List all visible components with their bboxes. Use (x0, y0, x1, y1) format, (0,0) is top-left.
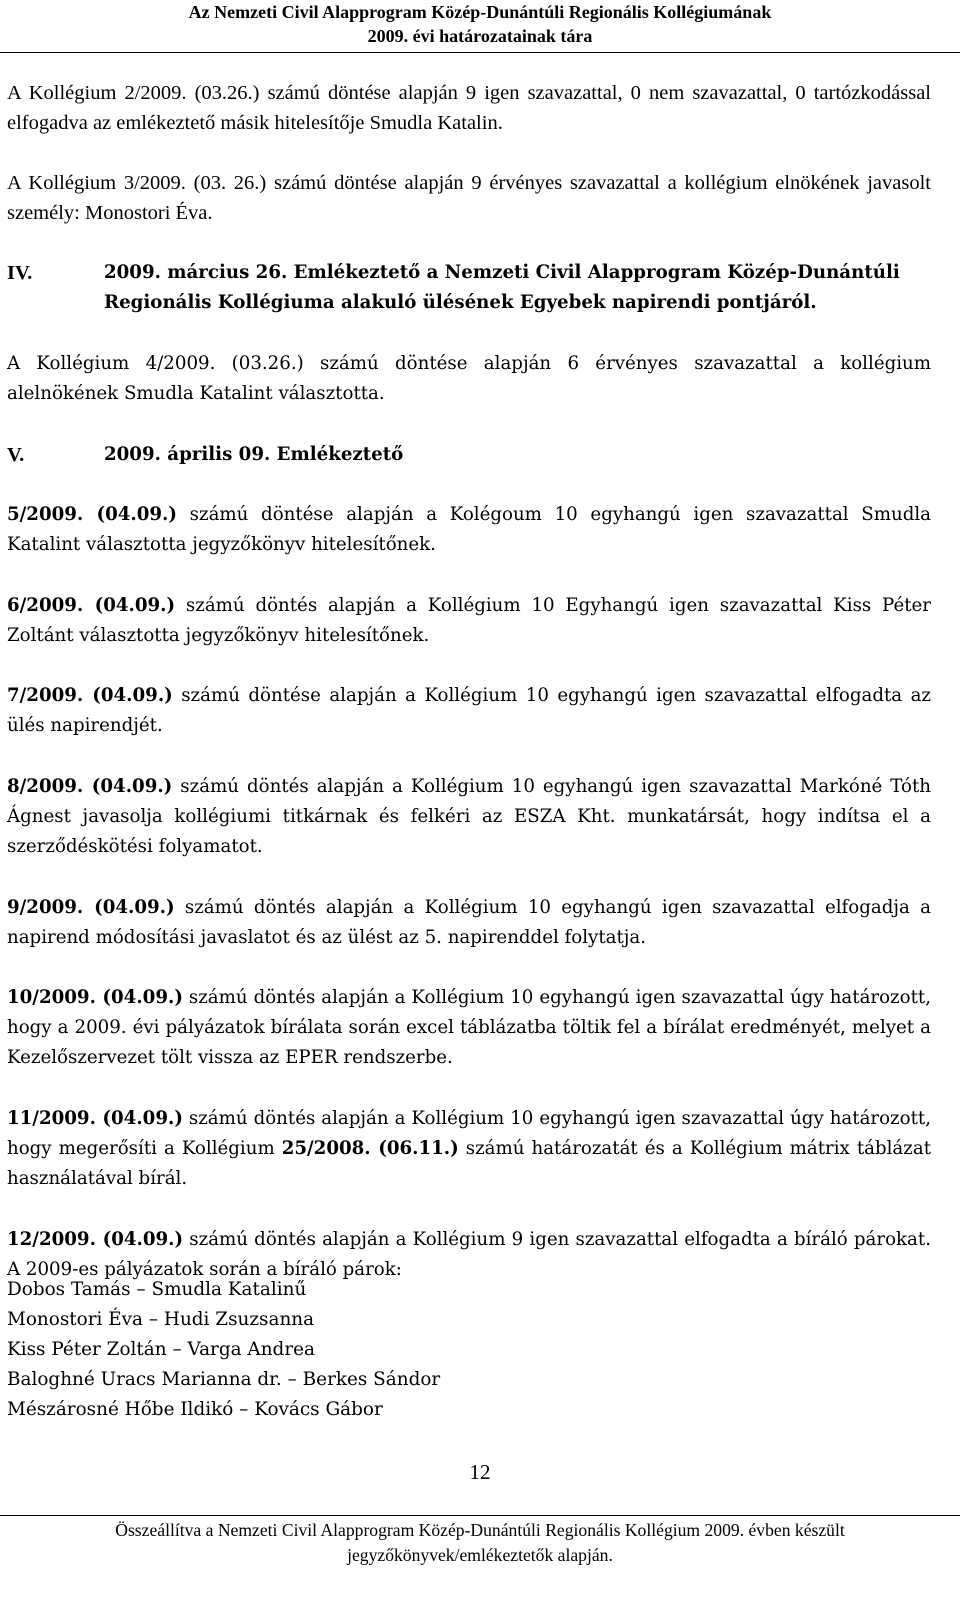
decision-2-paragraph: A Kollégium 2/2009. (03.26.) számú döntése alapján 9 igen szavazattal, 0 nem szavazattal, 0 tartózkodással elfogadva az emlékeztető másik hitelesítője Smudla Katalin. (7, 82, 931, 134)
decision-8-text: számú döntés alapján a Kollégium 10 egyhangú igen szavazattal Markóné Tóth Ágnest javasolja kollégiumi titkárnak és felkéri az ESZA Kht. munkatársát, hogy indítsa el a szerződéskötési folyamatot. (7, 776, 931, 857)
decision-11-text-b: számú határozatát és a Kollégium mátrix táblázat használatával bírál. (7, 1138, 932, 1189)
reviewer-pairs-list (7, 1275, 440, 1425)
page-footer (0, 1518, 960, 1568)
reviewer-pair: Mészárosné Hőbe Ildikó – Kovács Gábor (7, 1399, 383, 1420)
section-iv-title-line-1: 2009. március 26. Emlékeztető a Nemzeti Civil Alapprogram Közép-Dunántúli (104, 262, 900, 283)
decision-12-ref: 12/2009. (04.09.) (7, 1229, 184, 1250)
footer-line-2: jegyzőkönyvek/emlékeztetők alapján. (347, 1545, 613, 1565)
section-v-number: V. (7, 444, 25, 466)
header-divider (0, 52, 960, 53)
reviewer-pair: Dobos Tamás – Smudla Katalinű (7, 1279, 307, 1300)
decision-6-text: számú döntés alapján a Kollégium 10 Egyhangú igen szavazattal Kiss Péter Zoltánt választotta jegyzőkönyv hitelesítőnek. (7, 595, 931, 646)
section-iv-title (104, 258, 934, 318)
decision-10-text: számú döntés alapján a Kollégium 10 egyhangú igen szavazattal úgy határozott, hogy a 2009. évi pályázatok bírálata során excel táblázatba töltik fel a bírálat eredményét, melyet a Kezelőszervezet tölt vissza az EPER rendszerbe. (7, 987, 931, 1068)
decision-3-paragraph: A Kollégium 3/2009. (03. 26.) számú döntése alapján 9 érvényes szavazattal a kollégium elnökének javasolt személy: Monostori Éva. (7, 172, 931, 224)
decision-8-paragraph (7, 772, 931, 862)
decision-9-text: számú döntés alapján a Kollégium 10 egyhangú igen szavazattal elfogadja a napirend módosítási javaslatot és az ülést az 5. napirenddel folytatja. (7, 897, 931, 948)
section-iv-number: IV. (7, 262, 33, 284)
footer-line-1: Összeállítva a Nemzeti Civil Alapprogram Közép-Dunántúli Regionális Kollégium 2009. évben készült (115, 1520, 845, 1540)
decision-10-ref: 10/2009. (04.09.) (7, 987, 183, 1008)
decision-6-ref: 6/2009. (04.09.) (7, 595, 176, 616)
decision-6-paragraph (7, 591, 931, 651)
section-iv-title-line-2: Regionális Kollégiuma alakuló ülésének Egyebek napirendi pontjáról. (104, 292, 817, 313)
decision-9-paragraph (7, 893, 931, 953)
decision-7-text: számú döntése alapján a Kollégium 10 egyhangú igen szavazattal elfogadta az ülés napirendjét. (7, 685, 931, 736)
reviewer-pair: Baloghné Uracs Marianna dr. – Berkes Sándor (7, 1369, 441, 1390)
decision-7-ref: 7/2009. (04.09.) (7, 685, 173, 706)
reviewer-pair: Monostori Éva – Hudi Zsuzsanna (7, 1309, 315, 1330)
section-v-title: 2009. április 09. Emlékeztető (104, 444, 404, 465)
decision-8-ref: 8/2009. (04.09.) (7, 776, 173, 797)
footer-divider (0, 1515, 960, 1516)
page-number: 12 (469, 1460, 491, 1484)
decision-10-paragraph (7, 983, 931, 1073)
decision-12-text: számú döntés alapján a Kollégium 9 igen szavazattal elfogadta a bíráló párokat. A 2009-es pályázatok során a bíráló párok: (7, 1229, 931, 1280)
decision-5-text: számú döntése alapján a Kolégoum 10 egyhangú igen szavazattal Smudla Katalint választotta jegyzőkönyv hitelesítőnek. (7, 504, 932, 555)
decision-11-ref-2008: 25/2008. (06.11.) (281, 1138, 459, 1159)
decision-5-ref: 5/2009. (04.09.) (7, 504, 177, 525)
header-line-2: 2009. évi határozatainak tára (367, 26, 593, 46)
decision-11-ref: 11/2009. (04.09.) (7, 1108, 183, 1129)
decision-4-paragraph: A Kollégium 4/2009. (03.26.) számú döntése alapján 6 érvényes szavazattal a kollégium alelnökének Smudla Katalint választotta. (7, 353, 931, 404)
reviewer-pair: Kiss Péter Zoltán – Varga Andrea (7, 1339, 315, 1360)
decision-11-text-a: számú döntés alapján a Kollégium 10 egyhangú igen szavazattal úgy határozott, hogy megerősíti a Kollégium (7, 1108, 931, 1159)
decision-11-paragraph (7, 1104, 931, 1194)
decision-5-paragraph (7, 500, 931, 560)
decision-9-ref: 9/2009. (04.09.) (7, 897, 175, 918)
decision-7-paragraph (7, 681, 931, 741)
header-line-1: Az Nemzeti Civil Alapprogram Közép-Dunántúli Regionális Kollégiumának (188, 2, 772, 22)
page-header (0, 0, 960, 48)
